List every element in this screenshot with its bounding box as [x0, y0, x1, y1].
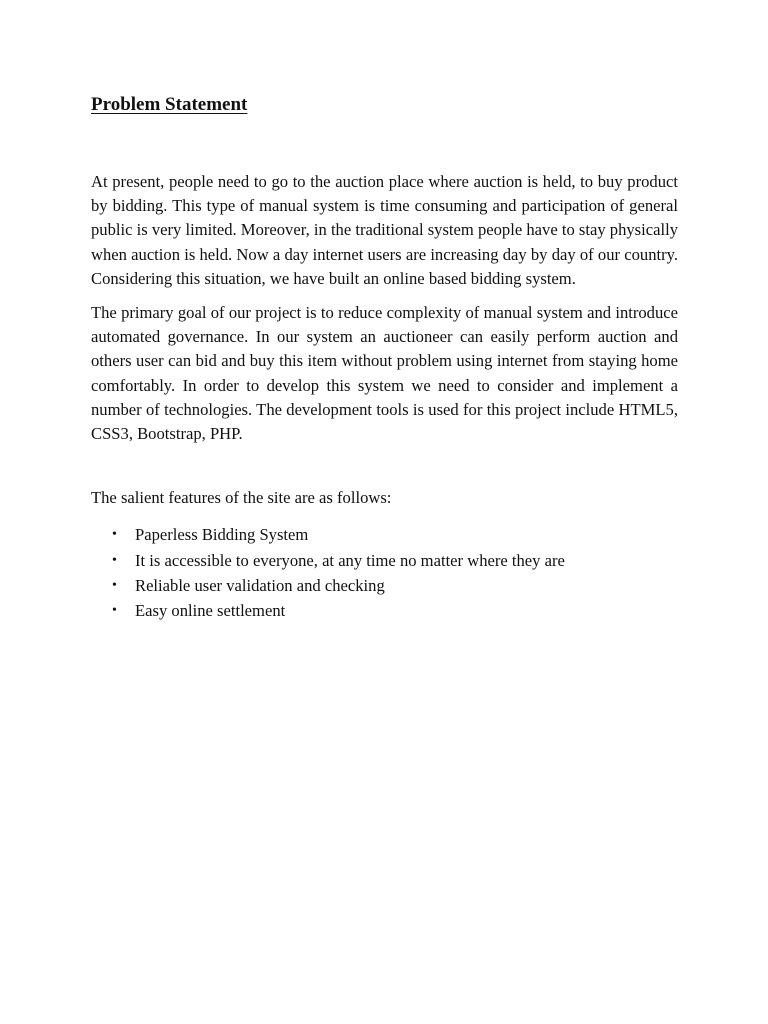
paragraph-goals: The primary goal of our project is to reduce complexity of manual system and introduce automated governance. In our system an auctioneer can easily perform auction and others user can bid and buy this item without problem using internet from staying home comfortably. In order to develop this system we need to consider and implement a number of technologies. The development tools is used for this project include HTML5, CSS3, Bootstrap, PHP.	[91, 303, 678, 444]
list-item	[91, 598, 678, 623]
list-item	[91, 573, 678, 598]
page-title: Problem Statement	[91, 94, 248, 115]
bullet-icon: •	[112, 552, 117, 568]
paragraph-intro: At present, people need to go to the auction place where auction is held, to buy product by bidding. This type of manual system is time consuming and participation of general public is very limited. Moreover, in the traditional system people have to stay physically when auction is held. Now a day internet users are increasing day by day of our country. Considering this situation, we have built an online based bidding system.	[91, 172, 678, 288]
bullet-icon: •	[112, 527, 117, 543]
feature-text: It is accessible to everyone, at any time no matter where they are	[135, 550, 565, 570]
list-item	[91, 548, 678, 573]
feature-text: Paperless Bidding System	[135, 525, 309, 545]
features-intro: The salient features of the site are as follows:	[91, 488, 392, 508]
bullet-icon: •	[112, 603, 117, 619]
bullet-icon: •	[112, 578, 117, 594]
document-page	[91, 92, 678, 624]
list-item	[91, 522, 678, 547]
feature-text: Easy online settlement	[135, 601, 286, 621]
feature-text: Reliable user validation and checking	[135, 576, 385, 596]
features-list	[91, 522, 678, 623]
